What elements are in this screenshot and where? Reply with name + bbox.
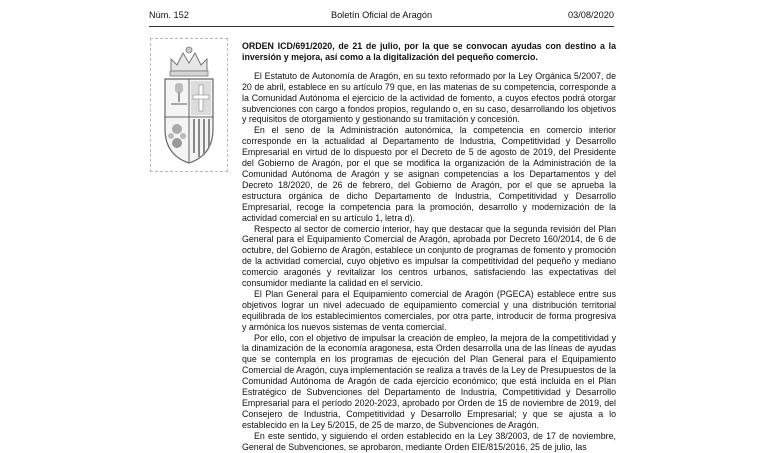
paragraph: En este sentido, y siguiendo el orden establecido en la Ley 38/2003, de 17 de noviembre, General de Subvenciones, se aprobaron, mediante Orden EIE/815/2016, 25 de julio, las [242,430,616,452]
order-title: ORDEN ICD/691/2020, de 21 de julio, por la que se convocan ayudas con destino a la inversión y mejora, así como a la digitalización del pequeño comercio. [242,41,616,62]
issue-number: Núm. 152 [149,10,189,20]
crest-frame [150,38,228,172]
paragraph: Respecto al sector de comercio interior, hay que destacar que la segunda revisión del Plan General para el Equipamiento Comercial de Aragón, aprobada por Decreto 160/2014, de 6 de octubre, del Gobierno de Aragón, establece un conjunto de programas de fomento y promoción de la actividad comercial, cuyo objetivo es impulsar la competitividad del pequeño y mediano comercio aragonés y revitalizar los centros urbanos, satisfaciendo las expectativas del consumidor mediante la calidad en el servicio. [242,223,616,289]
paragraph: En el seno de la Administración autonómica, la competencia en comercio interior corresponde en la actualidad al Departamento de Industria, Competitividad y Desarrollo Empresarial en virtud de lo dispuesto por el Decreto de 5 de agosto de 2019, del Presidente del Gobierno de Aragón, por el que se modifica la organización de la Administración de la Comunidad Autónoma de Aragón y se asignan competencias a los Departamentos y del Decreto 18/2020, de 26 de febrero, del Gobierno de Aragón, por el que se aprueba la estructura orgánica de dicho Departamento de Industria, Competitividad y Desarrollo Empresarial, recoge la competencia para la promoción, desarrollo y modernización de la actividad comercial en su artículo 1, letra d). [242,125,616,223]
page-header [149,8,614,22]
publication-date: 03/08/2020 [568,10,614,20]
paragraph: El Plan General para el Equipamiento comercial de Aragón (PGECA) establece entre sus objetivos lograr un nivel adecuado de equipamiento comercial y una distribución territorial equilibrada de los establecimientos comerciales, por otra parte, introducir de forma progresiva y armónica los nuevos sistemas de venta comercial. [242,288,616,332]
aragon-coat-of-arms-icon [157,43,221,167]
paragraph: Por ello, con el objetivo de impulsar la creación de empleo, la mejora de la competitividad y la dinamización de la economía aragonesa, esta Orden desarrolla una de las líneas de ayudas que se contempla en los programas de ejecución del Plan General para el Equipamiento Comercial de Aragón, cuya implementación se realiza a través de la Ley de Presupuestos de la Comunidad Autónoma de Aragón de cada ejercicio económico; que está incluida en el Plan Estratégico de Subvenciones del Departamento de Industria, Competitividad y Desarrollo Empresarial para el período 2020-2023, aprobado por Orden de 15 de noviembre de 2019, del Consejero de Industria, Competitividad y Desarrollo Empresarial; y que se ajusta a lo establecido en la Ley 5/2015, de 25 de marzo, de Subvenciones de Aragón. [242,332,616,430]
document-body [242,41,616,453]
header-divider [149,26,614,27]
paragraph: El Estatuto de Autonomía de Aragón, en su texto reformado por la Ley Orgánica 5/2007, de 20 de abril, establece en su artículo 79 que, en las materias de su competencia, corresponde a la Comunidad Autónoma el ejercicio de la actividad de fomento, a cuyos efectos podrá otorgar subvenciones con cargo a fondos propios, regulando o, en su caso, desarrollando los objetivos y requisitos de otorgamiento y gestionando su tramitación y concesión. [242,70,616,125]
publication-title: Boletín Oficial de Aragón [330,10,433,20]
